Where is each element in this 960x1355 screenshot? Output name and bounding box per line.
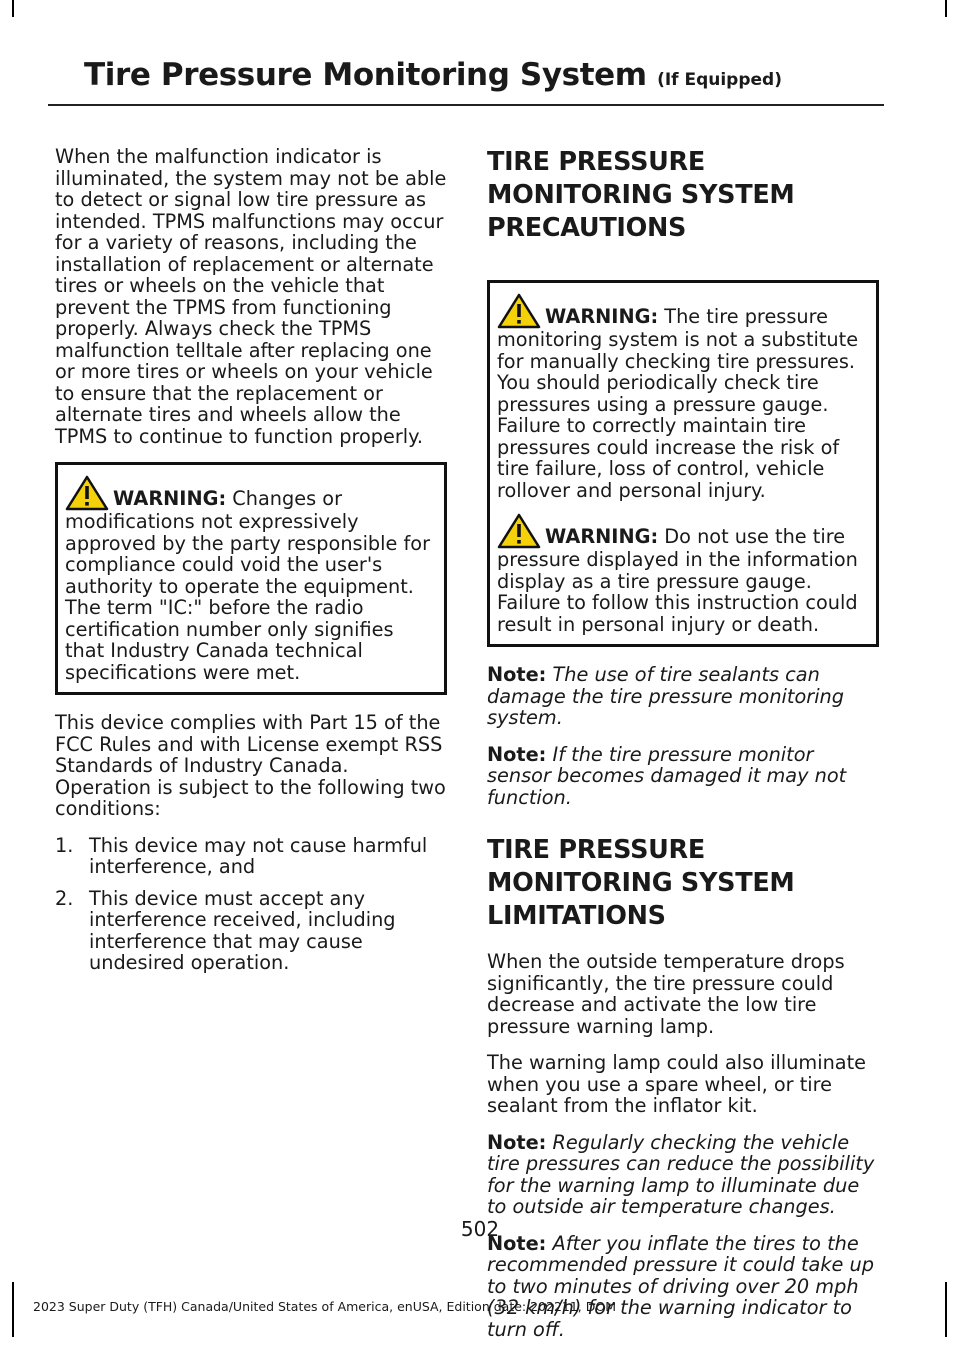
list-item (55, 835, 447, 878)
warning-label: WARNING: (545, 525, 659, 548)
note (487, 664, 879, 729)
note-label: Note: (487, 1130, 547, 1154)
header-divider (48, 104, 884, 106)
list-number: 1. (55, 833, 74, 857)
compliance-paragraph: This device complies with Part 15 of the FCC Rules and with License exempt RSS Standards of Industry Canada. Operation is subject to the following two conditions: (55, 711, 446, 820)
footer-text: 2023 Super Duty (TFH) Canada/United States of America, enUSA, Edition date: 202211, DOM (33, 1299, 617, 1314)
list-text: This device may not cause harmful interference, and (89, 833, 428, 878)
warning-label: WARNING: (113, 487, 227, 510)
warning-box (487, 280, 879, 647)
note-label: Note: (487, 742, 547, 766)
right-column (487, 146, 879, 1355)
warning-paragraph (497, 293, 869, 501)
warning-paragraph (65, 475, 437, 683)
warning-label: WARNING: (545, 305, 659, 328)
note-text: Regularly checking the vehicle tire pressures can reduce the possibility for the warning lamp to illuminate due to outside air temperature changes. (487, 1130, 875, 1218)
warning-triangle-icon (65, 475, 109, 511)
precautions-heading: TIRE PRESSURE MONITORING SYSTEM PRECAUTIONS (487, 147, 795, 243)
note-label: Note: (487, 663, 547, 686)
list-text: This device must accept any interference received, including interference that may cause undesired operation. (89, 886, 396, 974)
limitations-paragraph: The warning lamp could also illuminate when you use a spare wheel, or tire sealant from the inflator kit. (487, 1051, 867, 1117)
warning-text: The tire pressure monitoring system is not a substitute for manually checking tire pressures. You should periodically check tire pressures using a pressure gauge. Failure to correctly maintain tire pressures could increase the risk of tire failure, loss of control, vehicle rollover and personal injury. (497, 305, 859, 502)
note-text: If the tire pressure monitor sensor becomes damaged it may not function. (487, 742, 847, 809)
intro-paragraph: When the malfunction indicator is illuminated, the system may not be able to detect or signal low tire pressure as intended. TPMS malfunctions may occur for a variety of reasons, including the installation of replacement or alternate tires or wheels on the vehicle that prevent the TPMS from functioning properly. Always check the TPMS malfunction telltale after replacing one or more tires or wheels on your vehicle to ensure that the replacement or alternate tires and wheels allow the TPMS to continue to function properly. (55, 145, 447, 448)
crop-mark (945, 1282, 947, 1337)
list-number: 2. (55, 886, 74, 910)
note (487, 1132, 879, 1218)
conditions-list (55, 835, 447, 974)
note-label: Note: (487, 1231, 547, 1255)
list-item (55, 888, 447, 974)
warning-paragraph (497, 513, 869, 635)
limitations-paragraph: When the outside temperature drops significantly, the tire pressure could decrease and activate the low tire pressure warning lamp. (487, 950, 845, 1038)
left-column (55, 146, 447, 984)
header-subtitle: (If Equipped) (657, 70, 782, 90)
header-title: Tire Pressure Monitoring System (84, 57, 647, 93)
warning-text: Do not use the tire pressure displayed in the information display as a tire pressure gauge. Failure to follow this instruction could result in personal injury or death. (497, 525, 858, 636)
crop-mark (12, 1282, 14, 1337)
limitations-heading: TIRE PRESSURE MONITORING SYSTEM LIMITATIONS (487, 835, 795, 931)
warning-text: Changes or modifications not expressively approved by the party responsible for compliance could void the user's authority to operate the equipment. The term "IC:" before the radio certification number only signifies that Industry Canada technical specifications were met. (65, 487, 431, 684)
warning-triangle-icon (497, 513, 541, 549)
warning-box (55, 462, 447, 695)
note (487, 744, 879, 809)
page-header (84, 57, 782, 93)
page-number: 502 (460, 1217, 500, 1241)
crop-mark (945, 0, 947, 17)
warning-triangle-icon (497, 293, 541, 329)
note-text: After you inflate the tires to the recommended pressure it could take up to two minutes of driving over 20 mph (32 km/h) for the warning indicator to turn off. (487, 1231, 874, 1341)
note (487, 1233, 879, 1341)
note-text: The use of tire sealants can damage the tire pressure monitoring system. (487, 663, 845, 729)
crop-mark (12, 0, 14, 17)
